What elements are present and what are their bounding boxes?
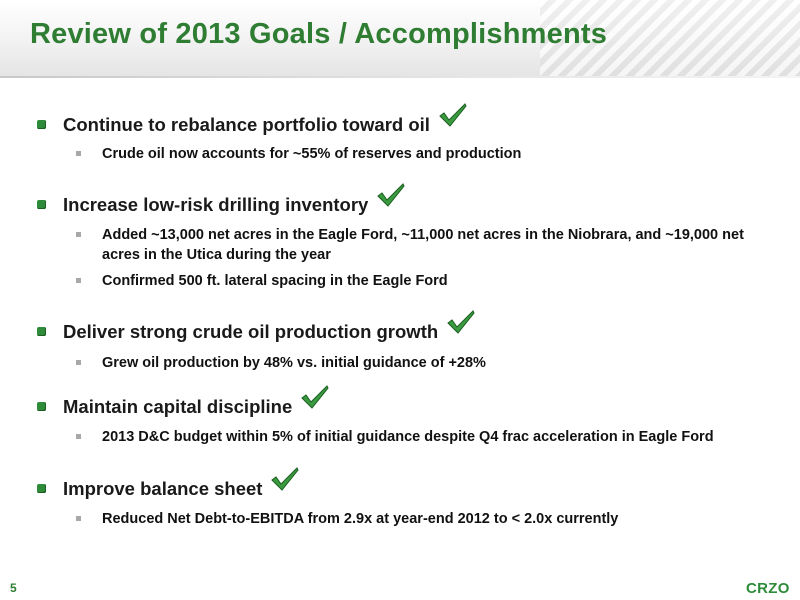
goal-item <box>37 478 300 504</box>
green-bullet-icon <box>37 484 46 493</box>
green-bullet-icon <box>37 327 46 336</box>
goal-detail-text: Reduced Net Debt-to-EBITDA from 2.9x at year-end 2012 to < 2.0x currently <box>102 511 619 527</box>
goal-detail <box>76 271 766 291</box>
goal-detail <box>76 144 766 164</box>
goal-detail <box>76 427 766 447</box>
square-bullet-icon <box>76 434 81 439</box>
goal-detail <box>76 509 766 529</box>
goal-detail <box>76 353 766 373</box>
goal-label: Improve balance sheet <box>63 478 263 499</box>
goal-label: Maintain capital discipline <box>63 396 293 417</box>
page-number: 5 <box>10 581 17 595</box>
slide-title: Review of 2013 Goals / Accomplishments <box>30 18 608 50</box>
company-logo: CRZO <box>746 580 790 597</box>
goal-item <box>37 396 330 422</box>
goal-label: Increase low-risk drilling inventory <box>63 194 369 215</box>
goal-detail-text: Added ~13,000 net acres in the Eagle Ford, ~11,000 net acres in the Niobrara, and ~19,000 net acres in the Utica during the year <box>102 227 744 263</box>
goal-label: Continue to rebalance portfolio toward oil <box>63 114 430 135</box>
goal-detail-text: Grew oil production by 48% vs. initial guidance of +28% <box>102 355 486 371</box>
goal-item <box>37 321 476 347</box>
goal-item <box>37 114 468 140</box>
goal-detail <box>76 225 766 265</box>
square-bullet-icon <box>76 232 81 237</box>
green-bullet-icon <box>37 120 46 129</box>
checkmark-icon <box>376 182 406 208</box>
green-bullet-icon <box>37 200 46 209</box>
goal-detail-text: 2013 D&C budget within 5% of initial guidance despite Q4 frac acceleration in Eagle Ford <box>102 429 714 445</box>
goal-detail-text: Crude oil now accounts for ~55% of reserves and production <box>102 146 522 162</box>
checkmark-icon <box>300 384 330 410</box>
green-bullet-icon <box>37 402 46 411</box>
goal-detail-text: Confirmed 500 ft. lateral spacing in the Eagle Ford <box>102 273 448 289</box>
checkmark-icon <box>446 309 476 335</box>
square-bullet-icon <box>76 278 81 283</box>
square-bullet-icon <box>76 360 81 365</box>
square-bullet-icon <box>76 151 81 156</box>
goal-label: Deliver strong crude oil production growth <box>63 321 439 342</box>
square-bullet-icon <box>76 516 81 521</box>
goal-item <box>37 194 406 220</box>
checkmark-icon <box>270 466 300 492</box>
checkmark-icon <box>438 102 468 128</box>
